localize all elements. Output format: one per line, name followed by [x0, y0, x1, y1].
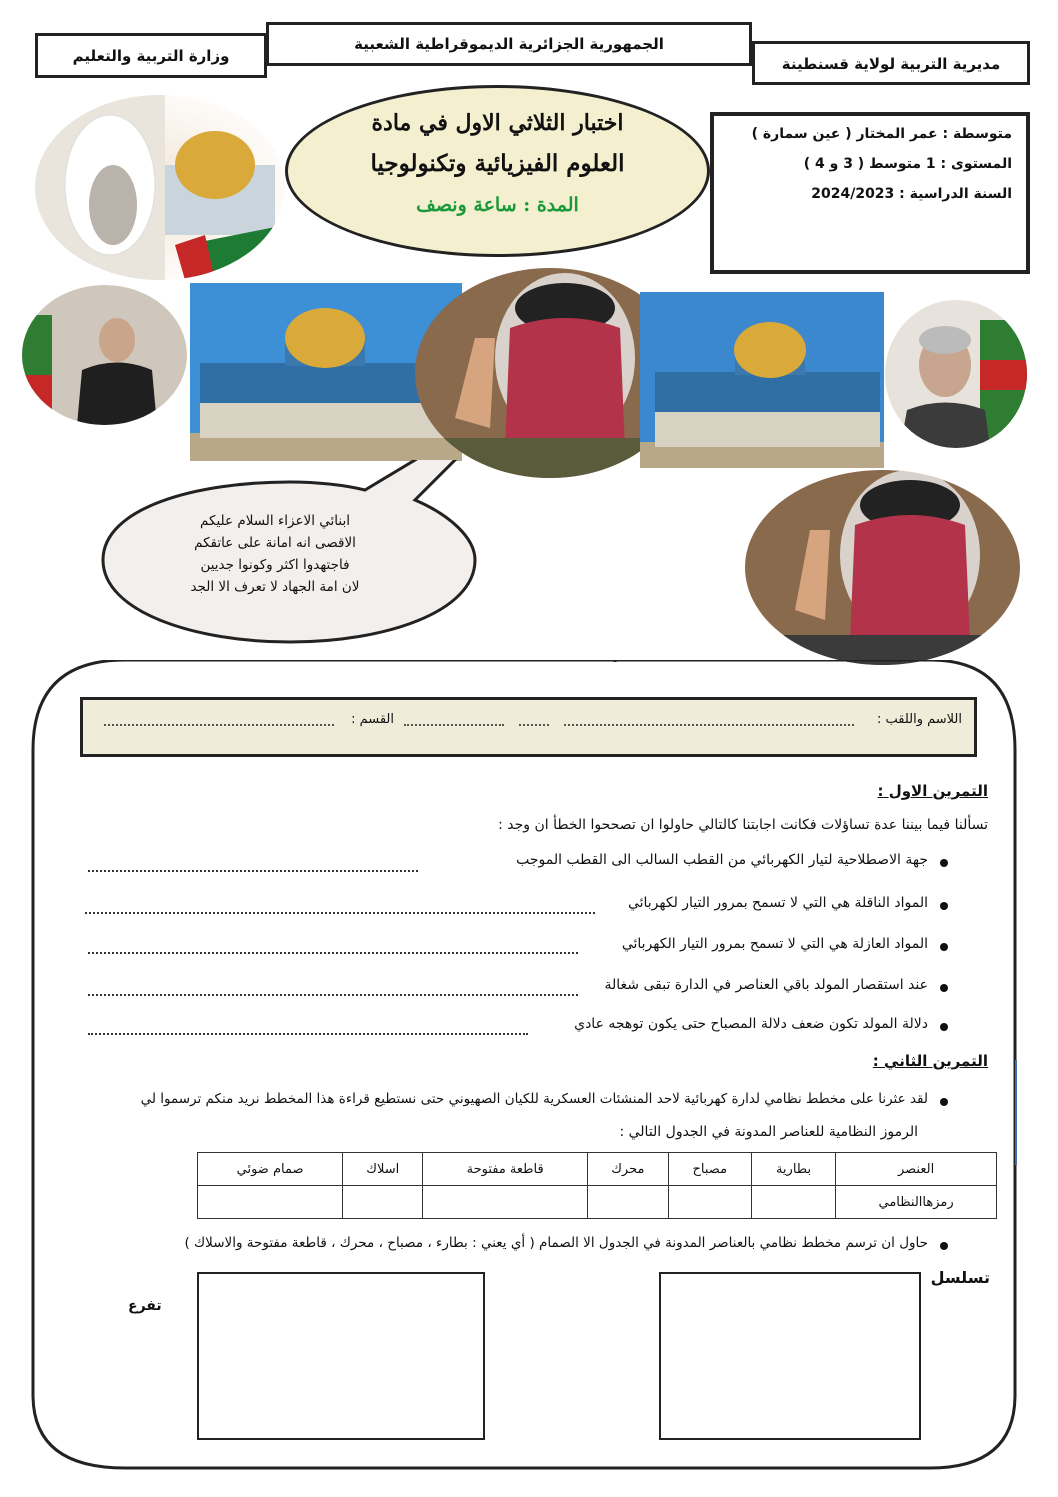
bullet-icon — [940, 1098, 948, 1106]
exam-title-line1: اختبار الثلاثي الاول في مادة — [371, 110, 624, 136]
table-cell: بطارية — [751, 1153, 835, 1186]
student-name-field-2[interactable] — [519, 724, 549, 726]
answer-line[interactable] — [85, 912, 595, 914]
republic-text: الجمهورية الجزائرية الديموقراطية الشعبية — [354, 35, 664, 53]
parallel-label: تفرع — [128, 1298, 162, 1314]
table-header-row — [198, 1153, 997, 1186]
table-cell: صمام ضوئي — [198, 1153, 343, 1186]
school-name: متوسطة : عمر المختار ( عين سمارة ) — [751, 126, 1012, 142]
symbols-table — [197, 1152, 997, 1219]
symbol-answer-cell[interactable] — [343, 1186, 423, 1219]
school-info-box — [710, 112, 1030, 274]
symbol-answer-cell[interactable] — [587, 1186, 668, 1219]
margin-line — [1015, 1060, 1017, 1165]
ministry-header — [35, 33, 267, 78]
exercise1-item: عند استقصار المولد باقي العناصر في الدارة تبقى شغالة — [604, 977, 928, 993]
table-cell: رمزهاالنظامي — [836, 1186, 997, 1219]
ministry-text: وزارة التربية والتعليم — [72, 47, 230, 65]
table-cell: محرك — [587, 1153, 668, 1186]
table-cell: قاطعة مفتوحة — [423, 1153, 588, 1186]
portrait-speaker-photo — [22, 285, 187, 425]
republic-header — [266, 22, 752, 66]
exam-title-ellipse — [285, 85, 710, 257]
bullet-icon — [940, 859, 948, 867]
dome-of-rock-photo-2 — [640, 292, 884, 468]
student-name-field-3[interactable] — [404, 724, 504, 726]
exercise2-intro-line1: لقد عثرنا على مخطط نظامي لدارة كهربائية لاحد المنشئات العسكرية للكيان الصهيوني حتى نستطيع قراءة هذا المخطط نريد منكم ترسموا لي — [140, 1091, 928, 1107]
symbol-answer-cell[interactable] — [751, 1186, 835, 1219]
series-drawing-area[interactable] — [659, 1272, 921, 1440]
table-cell: مصباح — [668, 1153, 751, 1186]
parallel-drawing-area[interactable] — [197, 1272, 485, 1440]
exercise1-item: المواد العازلة هي التي لا تسمح بمرور التيار الكهربائي — [621, 936, 928, 952]
directorate-text: مديرية التربية لولاية قسنطينة — [781, 55, 1001, 73]
exercise2-intro-line2: الرموز النظامية للعناصر المدونة في الجدول التالي : — [619, 1124, 918, 1140]
portrait-man-photo — [885, 300, 1027, 448]
exam-title-line2: العلوم الفيزيائية وتكنولوجيا — [370, 150, 625, 177]
answer-line[interactable] — [88, 870, 418, 872]
table-row — [198, 1186, 997, 1219]
class-label: القسم : — [351, 712, 394, 727]
exam-duration: المدة : ساعة ونصف — [416, 194, 579, 216]
masked-fighter-photo-2 — [745, 470, 1020, 665]
exercise1-item: جهة الاصطلاحية لتيار الكهربائي من القطب السالب الى القطب الموجب — [516, 852, 928, 868]
symbol-answer-cell[interactable] — [668, 1186, 751, 1219]
table-cell: العنصر — [836, 1153, 997, 1186]
speech-bubble-text — [150, 510, 400, 598]
school-year: السنة الدراسية : 2024/2023 — [811, 186, 1012, 202]
bubble-line: فاجتهدوا اكثر وكونوا جديين — [200, 557, 350, 573]
bullet-icon — [940, 984, 948, 992]
symbol-answer-cell[interactable] — [423, 1186, 588, 1219]
student-name-field[interactable] — [564, 724, 854, 726]
symbol-answer-cell[interactable] — [198, 1186, 343, 1219]
answer-line[interactable] — [88, 1033, 528, 1035]
student-info-box — [80, 697, 977, 757]
answer-line[interactable] — [88, 952, 578, 954]
bullet-icon — [940, 1242, 948, 1250]
exercise1-item: المواد الناقلة هي التي لا تسمح بمرور التيار لكهربائي — [627, 895, 928, 911]
table-cell: اسلاك — [343, 1153, 423, 1186]
exercise2-task: حاول ان ترسم مخطط نظامي بالعناصر المدونة في الجدول الا الصمام ( أي يعني : بطارء ، مصباح ، محرك ، قاطعة مفتوحة والاسلاك ) — [184, 1235, 928, 1251]
answer-line[interactable] — [88, 994, 578, 996]
exercise1-item: دلالة المولد تكون ضعف دلالة المصباح حتى يكون توهجه عادي — [574, 1016, 928, 1032]
bubble-line: ابنائي الاعزاء السلام عليكم — [200, 513, 350, 529]
bubble-line: لان امة الجهاد لا تعرف الا الجد — [190, 579, 360, 595]
portrait-with-dome-photo — [35, 95, 285, 280]
exercise1-title: التمرين الاول : — [877, 782, 988, 800]
student-name-label: اللاسم واللقب : — [876, 712, 962, 727]
bubble-line: الاقصى انه امانة على عاتقكم — [194, 535, 356, 551]
bullet-icon — [940, 943, 948, 951]
directorate-header — [752, 41, 1030, 85]
bullet-icon — [940, 902, 948, 910]
exercise1-intro: تسألنا فيما بيننا عدة تساؤلات فكانت اجابتنا كالتالي حاولوا ان تصححوا الخطأ ان وجد : — [498, 817, 988, 833]
class-field[interactable] — [104, 724, 334, 726]
school-level: المستوى : 1 متوسط ( 3 و 4 ) — [803, 156, 1012, 172]
series-label: تسلسل — [930, 1268, 990, 1287]
bullet-icon — [940, 1023, 948, 1031]
exercise2-title: التمرين الثاني : — [872, 1052, 988, 1070]
